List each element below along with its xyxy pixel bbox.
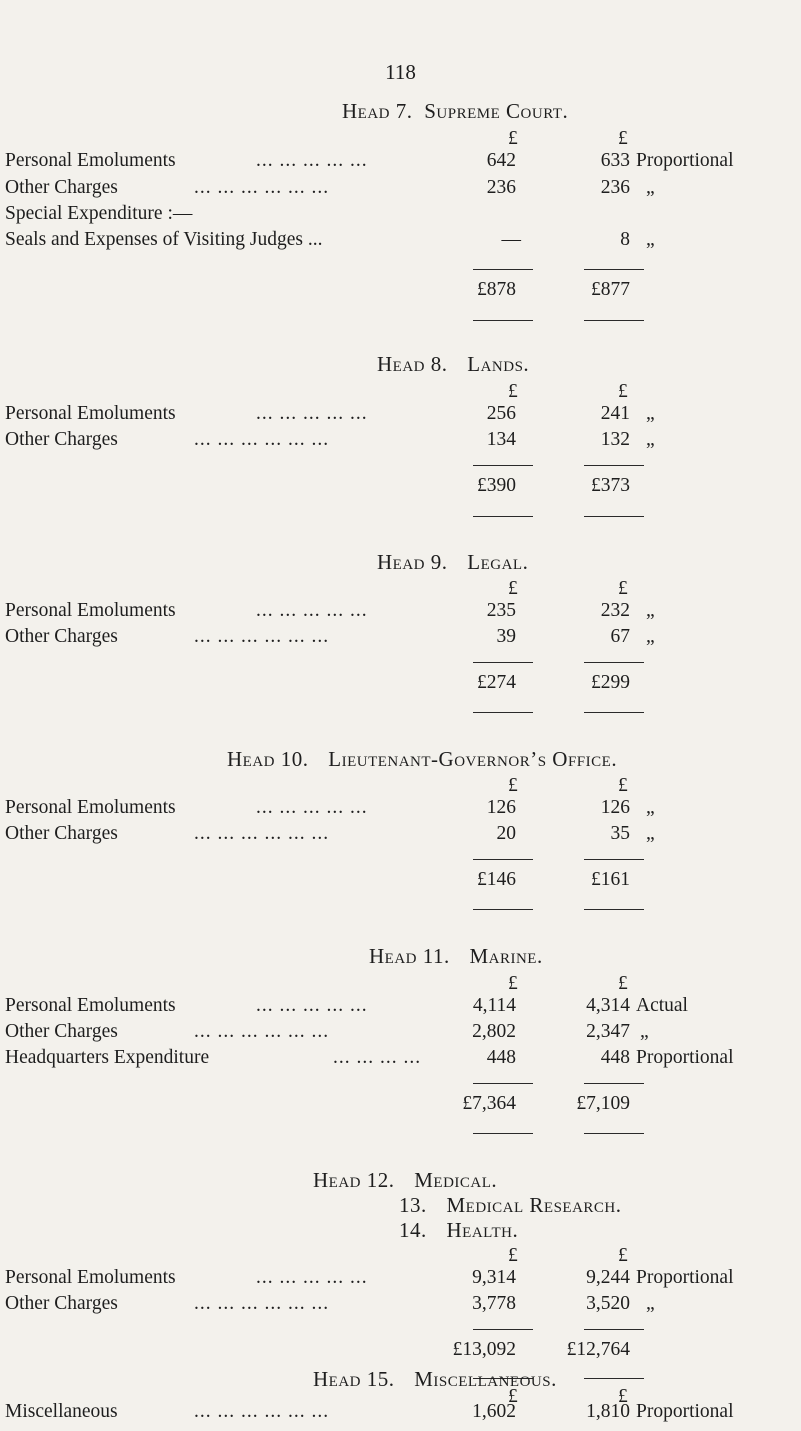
- subtotal-rule: [473, 1329, 533, 1330]
- leader-dots: ... ... ... ... ... ...: [194, 1293, 330, 1314]
- total-row: [0, 475, 801, 503]
- table-row: [0, 797, 801, 825]
- row-label: Personal Emoluments: [5, 1267, 176, 1288]
- leader-dots: ... ... ... ... ...: [256, 150, 368, 171]
- total-rule: [473, 1133, 533, 1134]
- leader-dots: ... ... ... ... ...: [256, 600, 368, 621]
- leader-dots: ... ... ... ... ...: [256, 995, 368, 1016]
- table-row: [0, 1047, 801, 1075]
- subtotal-rule: [473, 662, 533, 663]
- pound-sign-col1: £: [508, 1245, 518, 1266]
- section-heading: [313, 1367, 557, 1392]
- leader-dots: ... ... ... ... ... ...: [194, 1021, 330, 1042]
- head-number: Head 12.: [313, 1168, 395, 1192]
- table-row: [0, 429, 801, 457]
- total-rule: [473, 909, 533, 910]
- total-col1: £7,364: [462, 1093, 516, 1114]
- value-col1: 448: [486, 1047, 516, 1068]
- total-col1: £13,092: [452, 1339, 516, 1360]
- row-note: „: [640, 1021, 649, 1042]
- head-number: Head 8.: [377, 352, 448, 376]
- row-note: „: [646, 429, 655, 450]
- row-label: Other Charges: [5, 1021, 118, 1042]
- section-subheading: [399, 1193, 622, 1218]
- table-row: [0, 1293, 801, 1321]
- subtotal-rule: [584, 269, 644, 270]
- table-row: [0, 1267, 801, 1295]
- total-rule: [473, 320, 533, 321]
- pound-sign-col2: £: [618, 1245, 628, 1266]
- row-label: Personal Emoluments: [5, 403, 176, 424]
- head-title: Lands.: [467, 352, 530, 376]
- section-heading: [313, 1168, 497, 1193]
- pound-sign-col2: £: [618, 128, 628, 149]
- head-number: 13.: [399, 1193, 427, 1217]
- subtotal-rule: [473, 859, 533, 860]
- subtotal-rule: [473, 269, 533, 270]
- leader-dots: ... ... ... ...: [333, 1047, 422, 1068]
- total-col2: £299: [591, 672, 630, 693]
- total-rule: [584, 1133, 644, 1134]
- value-col1: 20: [496, 823, 516, 844]
- value-col2: 232: [600, 600, 630, 621]
- value-col1: 236: [486, 177, 516, 198]
- head-title: Supreme Court.: [424, 99, 569, 123]
- value-col1: 39: [496, 626, 516, 647]
- value-col2: 633: [600, 150, 630, 171]
- head-number: Head 9.: [377, 550, 448, 574]
- row-label: Miscellaneous: [5, 1401, 118, 1422]
- total-row: [0, 672, 801, 700]
- table-row: [0, 203, 801, 231]
- row-label: Personal Emoluments: [5, 797, 176, 818]
- subtotal-rule: [584, 1329, 644, 1330]
- section-subheading: [399, 1218, 518, 1243]
- row-note: „: [646, 1293, 655, 1314]
- value-col2: 3,520: [586, 1293, 630, 1314]
- head-number: Head 11.: [369, 944, 450, 968]
- value-col2: 132: [600, 429, 630, 450]
- table-row: [0, 600, 801, 628]
- total-rule: [584, 516, 644, 517]
- value-col2: 9,244: [586, 1267, 630, 1288]
- table-row: [0, 1021, 801, 1049]
- head-title: Medical Research.: [446, 1193, 622, 1217]
- total-col1: £274: [477, 672, 516, 693]
- subtotal-rule: [473, 1083, 533, 1084]
- row-label: Seals and Expenses of Visiting Judges ...: [5, 229, 323, 250]
- row-note: Proportional: [636, 1047, 734, 1068]
- value-col1: 256: [486, 403, 516, 424]
- subtotal-rule: [584, 465, 644, 466]
- table-row: [0, 823, 801, 851]
- subtotal-rule: [473, 465, 533, 466]
- value-col1: —: [501, 229, 521, 250]
- value-col2: 35: [610, 823, 630, 844]
- leader-dots: ... ... ... ... ... ...: [194, 823, 330, 844]
- total-rule: [473, 516, 533, 517]
- table-row: [0, 626, 801, 654]
- subtotal-rule: [584, 859, 644, 860]
- row-note: Proportional: [636, 1267, 734, 1288]
- total-row: [0, 279, 801, 307]
- row-note: „: [646, 823, 655, 844]
- total-rule: [584, 320, 644, 321]
- total-col2: £161: [591, 869, 630, 890]
- head-title: Health.: [446, 1218, 519, 1242]
- table-row: [0, 177, 801, 205]
- leader-dots: ... ... ... ... ... ...: [194, 429, 330, 450]
- row-label: Personal Emoluments: [5, 600, 176, 621]
- total-row: [0, 869, 801, 897]
- row-label: Other Charges: [5, 1293, 118, 1314]
- row-note: „: [646, 600, 655, 621]
- leader-dots: ... ... ... ... ...: [256, 1267, 368, 1288]
- row-label: Personal Emoluments: [5, 995, 176, 1016]
- head-title: Miscellaneous.: [414, 1367, 557, 1391]
- row-label: Other Charges: [5, 177, 118, 198]
- value-col1: 134: [486, 429, 516, 450]
- pound-sign-col1: £: [508, 128, 518, 149]
- total-col1: £390: [477, 475, 516, 496]
- value-col1: 3,778: [472, 1293, 516, 1314]
- leader-dots: ... ... ... ... ... ...: [194, 1401, 330, 1422]
- value-col2: 126: [600, 797, 630, 818]
- head-title: Legal.: [467, 550, 529, 574]
- section-heading: [342, 99, 568, 124]
- section-heading: [377, 352, 529, 377]
- row-note: „: [646, 177, 655, 198]
- row-note: „: [646, 626, 655, 647]
- row-label: Headquarters Expenditure: [5, 1047, 210, 1068]
- section-heading: [377, 550, 528, 575]
- table-row: [0, 1401, 801, 1429]
- page-number: 118: [385, 60, 416, 84]
- table-row: [0, 150, 801, 178]
- pound-sign-col2: £: [618, 973, 628, 994]
- total-col2: £373: [591, 475, 630, 496]
- section-heading: [227, 747, 617, 772]
- row-note: Actual: [636, 995, 688, 1016]
- total-col2: £12,764: [566, 1339, 630, 1360]
- leader-dots: ... ... ... ... ...: [256, 797, 368, 818]
- value-col1: 2,802: [472, 1021, 516, 1042]
- table-row: [0, 995, 801, 1023]
- subtotal-rule: [584, 1083, 644, 1084]
- total-col1: £878: [477, 279, 516, 300]
- row-note: Proportional: [636, 1401, 734, 1422]
- total-rule: [473, 712, 533, 713]
- value-col2: 67: [610, 626, 630, 647]
- total-col2: £877: [591, 279, 630, 300]
- total-row: [0, 1093, 801, 1121]
- row-label: Other Charges: [5, 823, 118, 844]
- value-col1: 126: [486, 797, 516, 818]
- total-col2: £7,109: [576, 1093, 630, 1114]
- table-row: [0, 403, 801, 431]
- head-number: 14.: [399, 1218, 427, 1242]
- value-col1: 642: [486, 150, 516, 171]
- total-row: [0, 1339, 801, 1367]
- row-label: Personal Emoluments: [5, 150, 176, 171]
- value-col2: 241: [600, 403, 630, 424]
- row-label: Special Expenditure :—: [5, 203, 193, 224]
- pound-sign-col2: £: [618, 381, 628, 402]
- pound-sign-col2: £: [618, 775, 628, 796]
- row-note: Proportional: [636, 150, 734, 171]
- total-rule: [584, 1378, 644, 1379]
- pound-sign-col1: £: [508, 775, 518, 796]
- value-col2: 8: [620, 229, 630, 250]
- pound-sign-col2: £: [618, 578, 628, 599]
- subtotal-rule: [584, 662, 644, 663]
- row-label: Other Charges: [5, 429, 118, 450]
- head-title: Lieutenant-Governor’s Office.: [328, 747, 618, 771]
- pound-sign-col1: £: [508, 1386, 518, 1407]
- head-number: Head 10.: [227, 747, 309, 771]
- head-title: Marine.: [469, 944, 543, 968]
- value-col1: 9,314: [472, 1267, 516, 1288]
- value-col2: 236: [600, 177, 630, 198]
- pound-sign-col1: £: [508, 578, 518, 599]
- leader-dots: ... ... ... ... ...: [256, 403, 368, 424]
- head-number: Head 15.: [313, 1367, 395, 1391]
- table-row: [0, 229, 801, 257]
- value-col1: 4,114: [472, 995, 516, 1016]
- section-heading: [369, 944, 543, 969]
- row-label: Other Charges: [5, 626, 118, 647]
- row-note: „: [646, 229, 655, 250]
- row-note: „: [646, 797, 655, 818]
- value-col2: 2,347: [586, 1021, 630, 1042]
- leader-dots: ... ... ... ... ... ...: [194, 626, 330, 647]
- value-col2: 4,314: [586, 995, 630, 1016]
- row-note: „: [646, 403, 655, 424]
- pound-sign-col1: £: [508, 381, 518, 402]
- value-col1: 1,602: [472, 1401, 516, 1422]
- value-col2: 448: [600, 1047, 630, 1068]
- pound-sign-col1: £: [508, 973, 518, 994]
- head-number: Head 7.: [342, 99, 413, 123]
- total-rule: [584, 909, 644, 910]
- leader-dots: ... ... ... ... ... ...: [194, 177, 330, 198]
- total-rule: [584, 712, 644, 713]
- pound-sign-col2: £: [618, 1386, 628, 1407]
- head-title: Medical.: [414, 1168, 498, 1192]
- total-col1: £146: [477, 869, 516, 890]
- value-col2: 1,810: [586, 1401, 630, 1422]
- value-col1: 235: [486, 600, 516, 621]
